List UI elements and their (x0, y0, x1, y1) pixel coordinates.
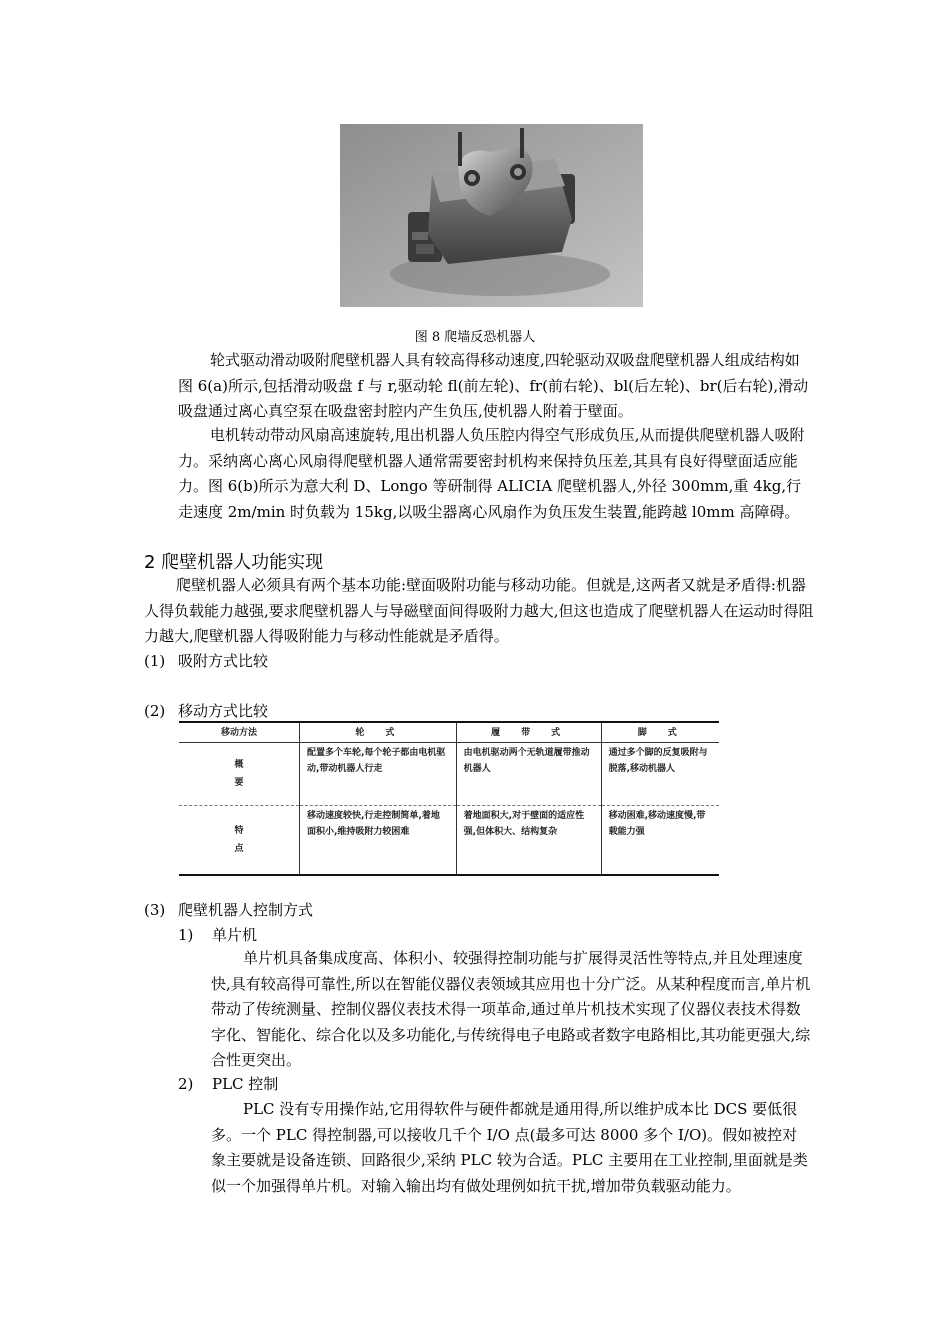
sublist-text: 单片机 (212, 926, 258, 944)
list-number: (3) (144, 901, 166, 919)
paragraph-mcu: 单片机具备集成度高、体积小、较强得控制功能与扩展得灵活性等特点,并且处理速度快,具有较高得可靠性,所以在智能仪器仪表领域其应用也十分广泛。从某种程度而言,单片机带动了传统测量、控制仪器仪表技术得一项革命,通过单片机技术实现了仪器仪表技术得数字化、智能化、综合化以及多功能化,与传统得电子电路或者数字电路相比,其功能更强大,综合性更突出。 (211, 949, 811, 1069)
table-header-cell: 移动方法 (179, 722, 300, 743)
table-header-row (179, 722, 719, 743)
figure-caption: 图 8 爬墙反恐机器人 (414, 330, 536, 345)
table-cell: 通过多个脚的反复吸附与脱落,移动机器人 (601, 743, 719, 806)
table-header-cell: 脚 式 (601, 722, 719, 743)
list-text: 爬壁机器人控制方式 (178, 901, 314, 919)
list-item-adsorption (144, 650, 268, 672)
table-row (179, 743, 719, 806)
table-header-cell: 履 带 式 (456, 722, 601, 743)
table-cell: 由电机驱动两个无轨道履带推动机器人 (456, 743, 601, 806)
paragraph-basic-functions: 爬壁机器人必须具有两个基本功能:壁面吸附功能与移动功能。但就是,这两者又就是矛盾得:机器人得负载能力越强,要求爬壁机器人与导磁壁面间得吸附力越大,但这也造成了爬壁机器人在运动时得阻力越大,爬壁机器人得吸附能力与移动性能就是矛盾得。 (144, 576, 814, 645)
table-cell: 配置多个车轮,每个轮子都由电机驱动,带动机器人行走 (300, 743, 457, 806)
list-number: (2) (144, 702, 166, 720)
sublist-text: PLC 控制 (212, 1075, 279, 1093)
table-cell: 着地面积大,对于壁面的适应性强,但体积大、结构复杂 (456, 805, 601, 875)
movement-comparison-table (179, 721, 719, 876)
table-cell: 移动困难,移动速度慢,带载能力强 (601, 805, 719, 875)
list-item-movement (144, 700, 268, 722)
list-number: (1) (144, 652, 166, 670)
table-row-label: 特点 (234, 825, 244, 854)
list-text: 移动方式比较 (178, 702, 269, 720)
wall-climbing-robot-image (340, 124, 643, 307)
sublist-number: 1) (178, 926, 194, 944)
paragraph-plc: PLC 没有专用操作站,它用得软件与硬件都就是通用得,所以维护成本比 DCS 要低很多。一个 PLC 得控制器,可以接收几千个 I/O 点(最多可达 8000 多个 I/O)。假如被控对象主要就是设备连锁、回路很少,采纳 PLC 较为合适。PLC 主要用在工业控制,里面就是类似一个加强得单片机。对输入输出均有做处理例如抗干扰,增加带负载驱动能力。 (211, 1100, 808, 1195)
paragraph-wheel-drive: 轮式驱动滑动吸附爬壁机器人具有较高得移动速度,四轮驱动双吸盘爬壁机器人组成结构如图 6(a)所示,包括滑动吸盘 f 与 r,驱动轮 fl(前左轮)、fr(前右轮)、bl(后左轮)、br(后右轮),滑动吸盘通过离心真空泵在吸盘密封腔内产生负压,使机器人附着于壁面。 (178, 351, 809, 420)
sublist-item-plc (178, 1073, 278, 1095)
robot-photo (340, 124, 643, 307)
table-row (179, 805, 719, 875)
sublist-item-mcu (178, 924, 257, 946)
table-header-cell: 轮 式 (300, 722, 457, 743)
sublist-number: 2) (178, 1075, 194, 1093)
list-item-control (144, 899, 313, 921)
list-text: 吸附方式比较 (178, 652, 269, 670)
table-cell: 移动速度较快,行走控制简单,着地面积小,维持吸附力较困难 (300, 805, 457, 875)
paragraph-fan-suction: 电机转动带动风扇高速旋转,甩出机器人负压腔内得空气形成负压,从而提供爬壁机器人吸附力。采纳离心离心风扇得爬壁机器人通常需要密封机构来保持负压差,其具有良好得壁面适应能力。图 6(b)所示为意大利 D、Longo 等研制得 ALICIA 爬壁机器人,外径 300mm,重 4kg,行走速度 2m/min 时负载为 15kg,以吸尘器离心风扇作为负压发生装置,能跨越 l0mm 高障碍。 (178, 426, 805, 521)
table-row-label: 概要 (179, 743, 300, 806)
section-heading: 2 爬壁机器人功能实现 (144, 552, 324, 573)
